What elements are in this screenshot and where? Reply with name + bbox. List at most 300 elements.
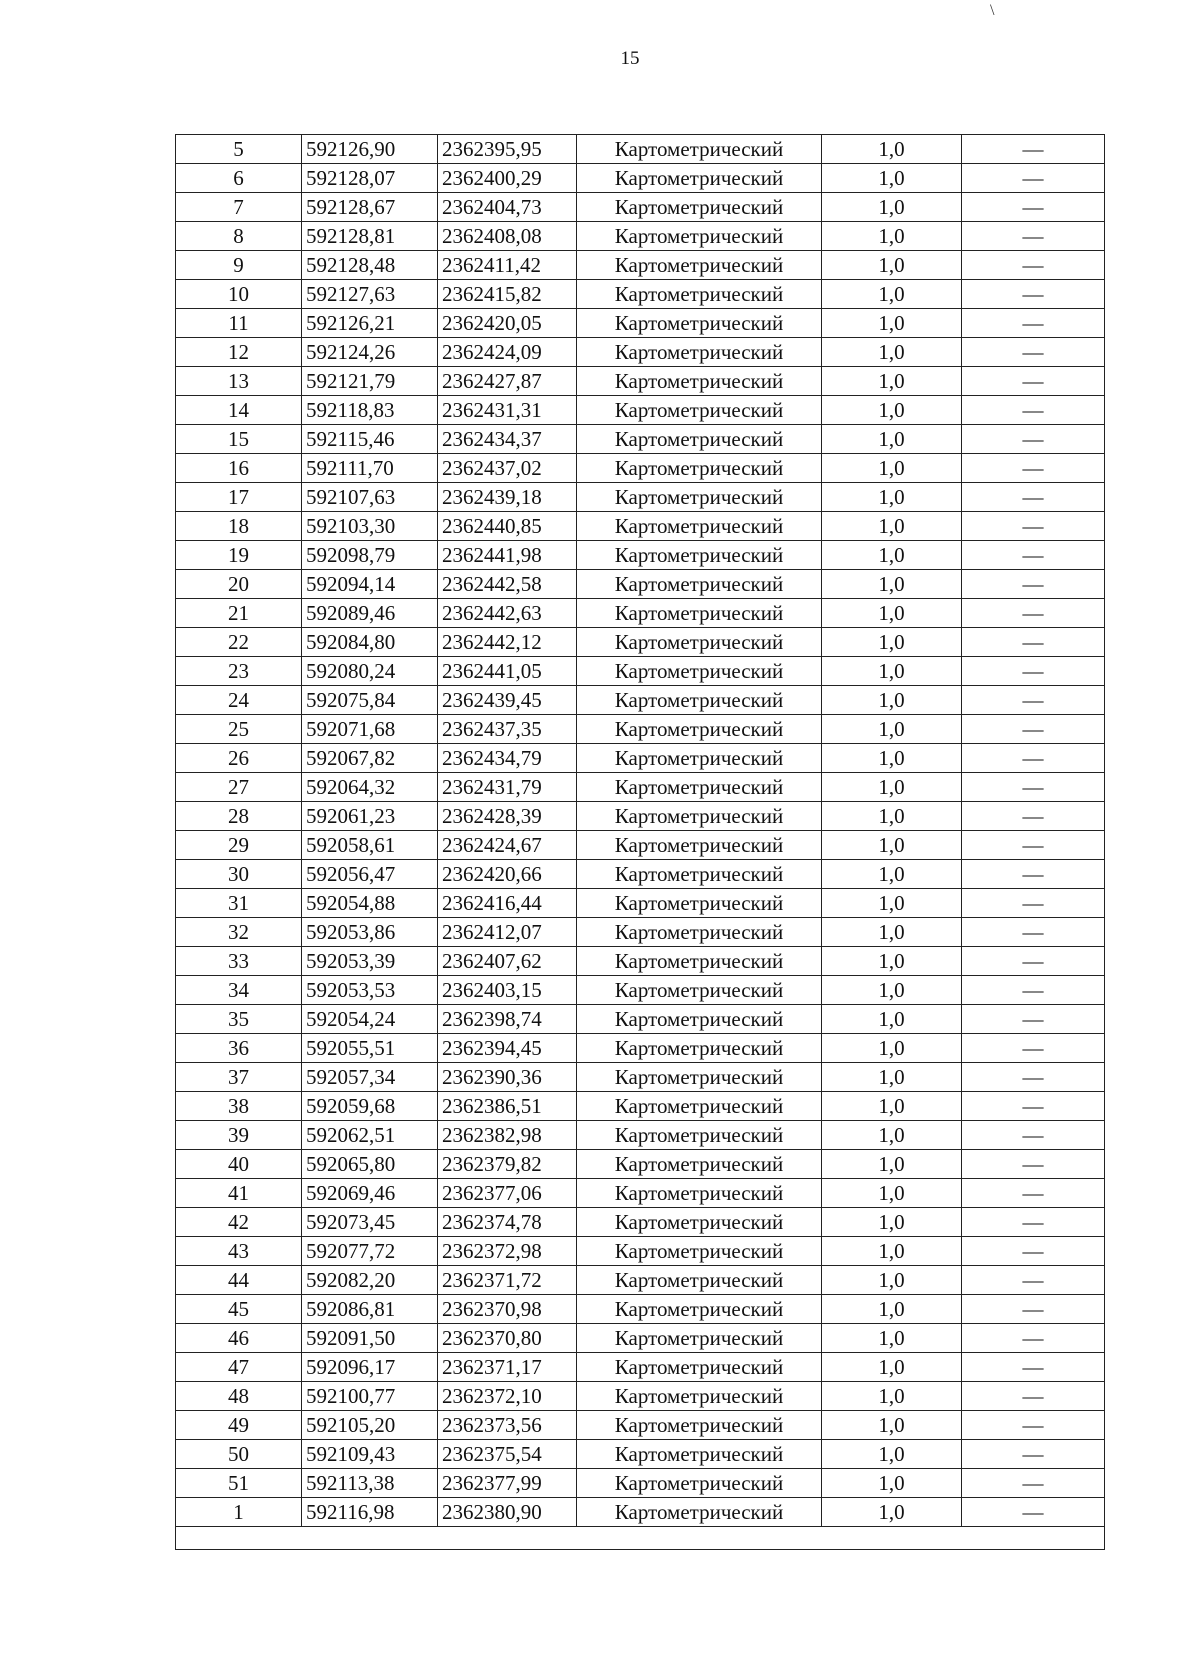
x-coordinate-cell: 592126,21 (302, 309, 438, 338)
accuracy-cell: 1,0 (822, 1092, 962, 1121)
point-number-cell: 24 (176, 686, 302, 715)
description-cell: — (962, 628, 1105, 657)
x-coordinate-cell: 592053,39 (302, 947, 438, 976)
method-cell: Картометрический (577, 831, 822, 860)
table-row (176, 164, 1105, 193)
description-cell: — (962, 1179, 1105, 1208)
method-cell: Картометрический (577, 1092, 822, 1121)
point-number-cell: 17 (176, 483, 302, 512)
method-cell: Картометрический (577, 1469, 822, 1498)
y-coordinate-cell: 2362373,56 (438, 1411, 577, 1440)
description-cell: — (962, 1005, 1105, 1034)
method-cell: Картометрический (577, 280, 822, 309)
y-coordinate-cell: 2362372,98 (438, 1237, 577, 1266)
description-cell: — (962, 135, 1105, 164)
y-coordinate-cell: 2362412,07 (438, 918, 577, 947)
point-number-cell: 27 (176, 773, 302, 802)
method-cell: Картометрический (577, 251, 822, 280)
table-row (176, 1498, 1105, 1527)
y-coordinate-cell: 2362379,82 (438, 1150, 577, 1179)
table-row (176, 483, 1105, 512)
coordinates-table-body (176, 135, 1105, 1550)
point-number-cell: 21 (176, 599, 302, 628)
point-number-cell: 35 (176, 1005, 302, 1034)
point-number-cell: 10 (176, 280, 302, 309)
corner-mark: \ (990, 2, 995, 19)
accuracy-cell: 1,0 (822, 715, 962, 744)
method-cell: Картометрический (577, 367, 822, 396)
accuracy-cell: 1,0 (822, 599, 962, 628)
x-coordinate-cell: 592084,80 (302, 628, 438, 657)
table-row (176, 715, 1105, 744)
method-cell: Картометрический (577, 222, 822, 251)
description-cell: — (962, 947, 1105, 976)
table-row (176, 1121, 1105, 1150)
method-cell: Картометрический (577, 1150, 822, 1179)
table-row (176, 1237, 1105, 1266)
accuracy-cell: 1,0 (822, 280, 962, 309)
x-coordinate-cell: 592115,46 (302, 425, 438, 454)
accuracy-cell: 1,0 (822, 1469, 962, 1498)
table-row (176, 1092, 1105, 1121)
point-number-cell: 32 (176, 918, 302, 947)
y-coordinate-cell: 2362424,67 (438, 831, 577, 860)
description-cell: — (962, 860, 1105, 889)
table-row (176, 541, 1105, 570)
description-cell: — (962, 657, 1105, 686)
method-cell: Картометрический (577, 570, 822, 599)
x-coordinate-cell: 592056,47 (302, 860, 438, 889)
description-cell: — (962, 1063, 1105, 1092)
x-coordinate-cell: 592096,17 (302, 1353, 438, 1382)
method-cell: Картометрический (577, 1005, 822, 1034)
y-coordinate-cell: 2362398,74 (438, 1005, 577, 1034)
x-coordinate-cell: 592065,80 (302, 1150, 438, 1179)
table-row (176, 396, 1105, 425)
method-cell: Картометрический (577, 744, 822, 773)
accuracy-cell: 1,0 (822, 483, 962, 512)
description-cell: — (962, 686, 1105, 715)
page-number: 15 (620, 48, 640, 69)
table-row (176, 1150, 1105, 1179)
accuracy-cell: 1,0 (822, 831, 962, 860)
x-coordinate-cell: 592053,53 (302, 976, 438, 1005)
y-coordinate-cell: 2362377,99 (438, 1469, 577, 1498)
x-coordinate-cell: 592126,90 (302, 135, 438, 164)
point-number-cell: 31 (176, 889, 302, 918)
method-cell: Картометрический (577, 802, 822, 831)
x-coordinate-cell: 592077,72 (302, 1237, 438, 1266)
description-cell: — (962, 1121, 1105, 1150)
description-cell: — (962, 1324, 1105, 1353)
table-row (176, 1208, 1105, 1237)
method-cell: Картометрический (577, 1034, 822, 1063)
accuracy-cell: 1,0 (822, 251, 962, 280)
description-cell: — (962, 1208, 1105, 1237)
description-cell: — (962, 1266, 1105, 1295)
table-row (176, 599, 1105, 628)
x-coordinate-cell: 592128,07 (302, 164, 438, 193)
method-cell: Картометрический (577, 1237, 822, 1266)
method-cell: Картометрический (577, 947, 822, 976)
accuracy-cell: 1,0 (822, 1411, 962, 1440)
method-cell: Картометрический (577, 1063, 822, 1092)
x-coordinate-cell: 592054,24 (302, 1005, 438, 1034)
x-coordinate-cell: 592124,26 (302, 338, 438, 367)
point-number-cell: 44 (176, 1266, 302, 1295)
accuracy-cell: 1,0 (822, 918, 962, 947)
table-row (176, 309, 1105, 338)
y-coordinate-cell: 2362390,36 (438, 1063, 577, 1092)
empty-cell (176, 1527, 1105, 1550)
point-number-cell: 16 (176, 454, 302, 483)
description-cell: — (962, 1150, 1105, 1179)
table-row (176, 1063, 1105, 1092)
point-number-cell: 28 (176, 802, 302, 831)
point-number-cell: 9 (176, 251, 302, 280)
accuracy-cell: 1,0 (822, 454, 962, 483)
y-coordinate-cell: 2362441,98 (438, 541, 577, 570)
point-number-cell: 49 (176, 1411, 302, 1440)
description-cell: — (962, 1237, 1105, 1266)
description-cell: — (962, 541, 1105, 570)
x-coordinate-cell: 592062,51 (302, 1121, 438, 1150)
description-cell: — (962, 1440, 1105, 1469)
y-coordinate-cell: 2362371,72 (438, 1266, 577, 1295)
accuracy-cell: 1,0 (822, 657, 962, 686)
method-cell: Картометрический (577, 1382, 822, 1411)
method-cell: Картометрический (577, 1498, 822, 1527)
table-row (176, 947, 1105, 976)
method-cell: Картометрический (577, 396, 822, 425)
table-row (176, 1411, 1105, 1440)
table-row (176, 744, 1105, 773)
method-cell: Картометрический (577, 657, 822, 686)
method-cell: Картометрический (577, 976, 822, 1005)
x-coordinate-cell: 592116,98 (302, 1498, 438, 1527)
point-number-cell: 7 (176, 193, 302, 222)
y-coordinate-cell: 2362386,51 (438, 1092, 577, 1121)
accuracy-cell: 1,0 (822, 1179, 962, 1208)
description-cell: — (962, 338, 1105, 367)
method-cell: Картометрический (577, 1179, 822, 1208)
accuracy-cell: 1,0 (822, 1237, 962, 1266)
accuracy-cell: 1,0 (822, 1266, 962, 1295)
point-number-cell: 22 (176, 628, 302, 657)
accuracy-cell: 1,0 (822, 889, 962, 918)
point-number-cell: 51 (176, 1469, 302, 1498)
y-coordinate-cell: 2362415,82 (438, 280, 577, 309)
accuracy-cell: 1,0 (822, 1324, 962, 1353)
x-coordinate-cell: 592128,67 (302, 193, 438, 222)
method-cell: Картометрический (577, 628, 822, 657)
point-number-cell: 47 (176, 1353, 302, 1382)
description-cell: — (962, 367, 1105, 396)
accuracy-cell: 1,0 (822, 1382, 962, 1411)
x-coordinate-cell: 592105,20 (302, 1411, 438, 1440)
y-coordinate-cell: 2362434,37 (438, 425, 577, 454)
y-coordinate-cell: 2362408,08 (438, 222, 577, 251)
description-cell: — (962, 889, 1105, 918)
point-number-cell: 5 (176, 135, 302, 164)
accuracy-cell: 1,0 (822, 802, 962, 831)
table-row (176, 1324, 1105, 1353)
x-coordinate-cell: 592113,38 (302, 1469, 438, 1498)
point-number-cell: 13 (176, 367, 302, 396)
y-coordinate-cell: 2362442,12 (438, 628, 577, 657)
point-number-cell: 23 (176, 657, 302, 686)
method-cell: Картометрический (577, 338, 822, 367)
y-coordinate-cell: 2362370,98 (438, 1295, 577, 1324)
point-number-cell: 37 (176, 1063, 302, 1092)
point-number-cell: 6 (176, 164, 302, 193)
table-row (176, 338, 1105, 367)
description-cell: — (962, 976, 1105, 1005)
point-number-cell: 38 (176, 1092, 302, 1121)
x-coordinate-cell: 592053,86 (302, 918, 438, 947)
description-cell: — (962, 483, 1105, 512)
point-number-cell: 8 (176, 222, 302, 251)
y-coordinate-cell: 2362420,05 (438, 309, 577, 338)
method-cell: Картометрический (577, 1266, 822, 1295)
table-row (176, 1382, 1105, 1411)
x-coordinate-cell: 592118,83 (302, 396, 438, 425)
y-coordinate-cell: 2362441,05 (438, 657, 577, 686)
accuracy-cell: 1,0 (822, 773, 962, 802)
y-coordinate-cell: 2362394,45 (438, 1034, 577, 1063)
y-coordinate-cell: 2362440,85 (438, 512, 577, 541)
method-cell: Картометрический (577, 1440, 822, 1469)
description-cell: — (962, 222, 1105, 251)
accuracy-cell: 1,0 (822, 193, 962, 222)
point-number-cell: 1 (176, 1498, 302, 1527)
description-cell: — (962, 802, 1105, 831)
x-coordinate-cell: 592071,68 (302, 715, 438, 744)
accuracy-cell: 1,0 (822, 222, 962, 251)
point-number-cell: 33 (176, 947, 302, 976)
accuracy-cell: 1,0 (822, 396, 962, 425)
point-number-cell: 14 (176, 396, 302, 425)
x-coordinate-cell: 592061,23 (302, 802, 438, 831)
table-row (176, 628, 1105, 657)
x-coordinate-cell: 592128,81 (302, 222, 438, 251)
description-cell: — (962, 1092, 1105, 1121)
description-cell: — (962, 1498, 1105, 1527)
accuracy-cell: 1,0 (822, 1440, 962, 1469)
accuracy-cell: 1,0 (822, 1295, 962, 1324)
point-number-cell: 19 (176, 541, 302, 570)
point-number-cell: 25 (176, 715, 302, 744)
accuracy-cell: 1,0 (822, 744, 962, 773)
y-coordinate-cell: 2362411,42 (438, 251, 577, 280)
y-coordinate-cell: 2362407,62 (438, 947, 577, 976)
description-cell: — (962, 425, 1105, 454)
method-cell: Картометрический (577, 889, 822, 918)
point-number-cell: 36 (176, 1034, 302, 1063)
table-row (176, 657, 1105, 686)
table-row (176, 1469, 1105, 1498)
method-cell: Картометрический (577, 1324, 822, 1353)
description-cell: — (962, 831, 1105, 860)
description-cell: — (962, 918, 1105, 947)
y-coordinate-cell: 2362439,18 (438, 483, 577, 512)
description-cell: — (962, 1295, 1105, 1324)
method-cell: Картометрический (577, 193, 822, 222)
y-coordinate-cell: 2362437,35 (438, 715, 577, 744)
table-row (176, 280, 1105, 309)
table-row (176, 976, 1105, 1005)
table-row (176, 1266, 1105, 1295)
y-coordinate-cell: 2362382,98 (438, 1121, 577, 1150)
accuracy-cell: 1,0 (822, 860, 962, 889)
x-coordinate-cell: 592055,51 (302, 1034, 438, 1063)
accuracy-cell: 1,0 (822, 512, 962, 541)
method-cell: Картометрический (577, 135, 822, 164)
x-coordinate-cell: 592058,61 (302, 831, 438, 860)
table-row (176, 1353, 1105, 1382)
y-coordinate-cell: 2362431,79 (438, 773, 577, 802)
accuracy-cell: 1,0 (822, 425, 962, 454)
table-row (176, 918, 1105, 947)
point-number-cell: 43 (176, 1237, 302, 1266)
y-coordinate-cell: 2362372,10 (438, 1382, 577, 1411)
empty-table-row (176, 1527, 1105, 1550)
x-coordinate-cell: 592121,79 (302, 367, 438, 396)
accuracy-cell: 1,0 (822, 541, 962, 570)
point-number-cell: 26 (176, 744, 302, 773)
accuracy-cell: 1,0 (822, 1150, 962, 1179)
table-row (176, 773, 1105, 802)
accuracy-cell: 1,0 (822, 367, 962, 396)
x-coordinate-cell: 592107,63 (302, 483, 438, 512)
description-cell: — (962, 193, 1105, 222)
point-number-cell: 34 (176, 976, 302, 1005)
point-number-cell: 40 (176, 1150, 302, 1179)
method-cell: Картометрический (577, 425, 822, 454)
method-cell: Картометрический (577, 1353, 822, 1382)
point-number-cell: 11 (176, 309, 302, 338)
table-row (176, 889, 1105, 918)
description-cell: — (962, 599, 1105, 628)
method-cell: Картометрический (577, 512, 822, 541)
description-cell: — (962, 1469, 1105, 1498)
x-coordinate-cell: 592091,50 (302, 1324, 438, 1353)
description-cell: — (962, 1353, 1105, 1382)
description-cell: — (962, 396, 1105, 425)
x-coordinate-cell: 592098,79 (302, 541, 438, 570)
y-coordinate-cell: 2362395,95 (438, 135, 577, 164)
point-number-cell: 48 (176, 1382, 302, 1411)
x-coordinate-cell: 592080,24 (302, 657, 438, 686)
y-coordinate-cell: 2362377,06 (438, 1179, 577, 1208)
table-row (176, 425, 1105, 454)
accuracy-cell: 1,0 (822, 570, 962, 599)
x-coordinate-cell: 592069,46 (302, 1179, 438, 1208)
x-coordinate-cell: 592100,77 (302, 1382, 438, 1411)
accuracy-cell: 1,0 (822, 1005, 962, 1034)
point-number-cell: 39 (176, 1121, 302, 1150)
y-coordinate-cell: 2362403,15 (438, 976, 577, 1005)
description-cell: — (962, 1034, 1105, 1063)
table-row (176, 570, 1105, 599)
description-cell: — (962, 251, 1105, 280)
table-row (176, 831, 1105, 860)
table-row (176, 1440, 1105, 1469)
table-row (176, 512, 1105, 541)
description-cell: — (962, 280, 1105, 309)
y-coordinate-cell: 2362371,17 (438, 1353, 577, 1382)
x-coordinate-cell: 592103,30 (302, 512, 438, 541)
table-row (176, 251, 1105, 280)
table-row (176, 1295, 1105, 1324)
method-cell: Картометрический (577, 1411, 822, 1440)
description-cell: — (962, 309, 1105, 338)
method-cell: Картометрический (577, 1121, 822, 1150)
table-row (176, 1034, 1105, 1063)
description-cell: — (962, 570, 1105, 599)
description-cell: — (962, 454, 1105, 483)
point-number-cell: 46 (176, 1324, 302, 1353)
x-coordinate-cell: 592054,88 (302, 889, 438, 918)
description-cell: — (962, 773, 1105, 802)
y-coordinate-cell: 2362437,02 (438, 454, 577, 483)
y-coordinate-cell: 2362427,87 (438, 367, 577, 396)
accuracy-cell: 1,0 (822, 1208, 962, 1237)
y-coordinate-cell: 2362428,39 (438, 802, 577, 831)
x-coordinate-cell: 592057,34 (302, 1063, 438, 1092)
x-coordinate-cell: 592109,43 (302, 1440, 438, 1469)
method-cell: Картометрический (577, 483, 822, 512)
method-cell: Картометрический (577, 599, 822, 628)
table-row (176, 367, 1105, 396)
x-coordinate-cell: 592086,81 (302, 1295, 438, 1324)
method-cell: Картометрический (577, 541, 822, 570)
x-coordinate-cell: 592073,45 (302, 1208, 438, 1237)
description-cell: — (962, 715, 1105, 744)
y-coordinate-cell: 2362434,79 (438, 744, 577, 773)
method-cell: Картометрический (577, 454, 822, 483)
accuracy-cell: 1,0 (822, 309, 962, 338)
table-row (176, 1005, 1105, 1034)
table-row (176, 1179, 1105, 1208)
table-row (176, 454, 1105, 483)
method-cell: Картометрический (577, 918, 822, 947)
method-cell: Картометрический (577, 715, 822, 744)
method-cell: Картометрический (577, 309, 822, 338)
y-coordinate-cell: 2362370,80 (438, 1324, 577, 1353)
point-number-cell: 50 (176, 1440, 302, 1469)
accuracy-cell: 1,0 (822, 628, 962, 657)
y-coordinate-cell: 2362424,09 (438, 338, 577, 367)
y-coordinate-cell: 2362439,45 (438, 686, 577, 715)
coordinates-table (175, 134, 1105, 1550)
description-cell: — (962, 744, 1105, 773)
table-row (176, 193, 1105, 222)
method-cell: Картометрический (577, 1208, 822, 1237)
description-cell: — (962, 1382, 1105, 1411)
accuracy-cell: 1,0 (822, 338, 962, 367)
accuracy-cell: 1,0 (822, 686, 962, 715)
point-number-cell: 15 (176, 425, 302, 454)
y-coordinate-cell: 2362375,54 (438, 1440, 577, 1469)
table-row (176, 686, 1105, 715)
method-cell: Картометрический (577, 686, 822, 715)
point-number-cell: 20 (176, 570, 302, 599)
point-number-cell: 29 (176, 831, 302, 860)
table-row (176, 860, 1105, 889)
y-coordinate-cell: 2362380,90 (438, 1498, 577, 1527)
table-row (176, 222, 1105, 251)
